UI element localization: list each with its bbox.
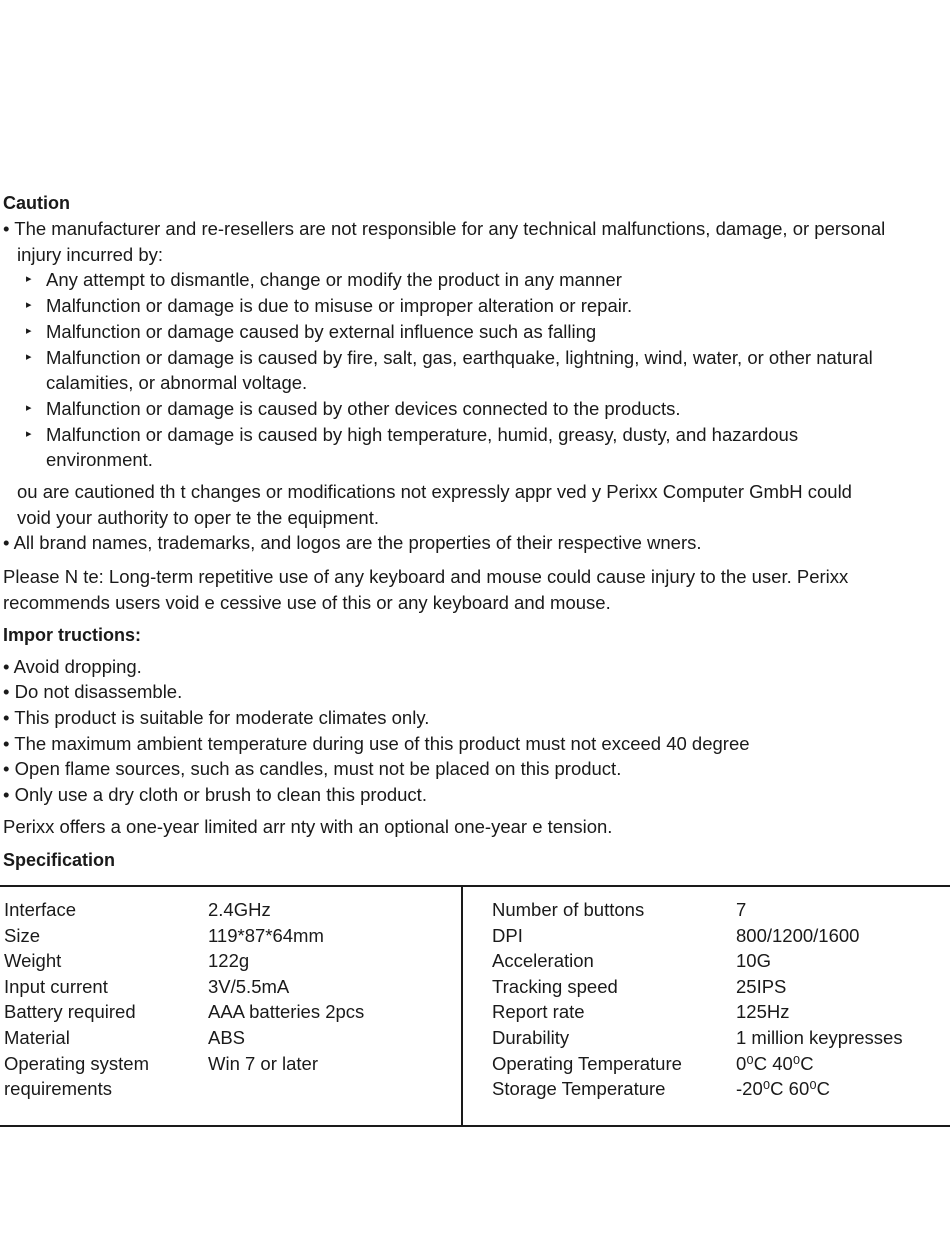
- caution-intro: • The manufacturer and re-resellers are not responsible for any technical malfunctions, damage, or personal: [3, 218, 886, 239]
- spec-key: Durability: [492, 1026, 570, 1048]
- spec-key: Material: [4, 1026, 70, 1048]
- instruction-item: • Open flame sources, such as candles, must not be placed on this product.: [3, 758, 622, 780]
- instruction-item: • Do not disassemble.: [3, 681, 183, 703]
- triangle-bullet-icon: ▸: [26, 299, 32, 312]
- caution-item-text: Malfunction or damage is caused by fire, salt, gas, earthquake, lightning, wind, water, or other natural: [46, 346, 873, 368]
- note-line: Please N te: Long-term repetitive use of any keyboard and mouse could cause injury to the user. Perixx: [3, 566, 849, 588]
- caution-item-cont: environment.: [46, 449, 153, 471]
- spec-row: [4, 897, 454, 923]
- spec-value: 800/1200/1600: [736, 924, 860, 946]
- spec-row: [492, 1076, 942, 1102]
- spec-value: 7: [736, 899, 747, 920]
- spec-value: -20⁰C 60⁰C: [736, 1078, 831, 1100]
- specification-heading: Specification: [3, 850, 116, 871]
- spec-value: 3V/5.5mA: [208, 975, 290, 997]
- warranty-line: Perixx offers a one-year limited arr nty with an optional one-year e tension.: [3, 815, 613, 837]
- spec-value: Win 7 or later: [208, 1052, 319, 1074]
- brands-line: • All brand names, trademarks, and logos are the properties of their respective wners.: [3, 532, 702, 554]
- spec-row: [492, 897, 942, 923]
- spec-column-left: [4, 897, 454, 1102]
- spec-key: Storage Temperature: [492, 1078, 666, 1100]
- spec-row: [492, 1025, 942, 1051]
- triangle-bullet-icon: ▸: [26, 324, 32, 337]
- caution-item: [3, 396, 947, 422]
- caution-fcc-line-cont: void your authority to oper te the equipment.: [17, 506, 379, 528]
- spec-key: Operating Temperature: [492, 1052, 682, 1074]
- spec-value: AAA batteries 2pcs: [208, 1001, 365, 1023]
- spec-key: Size: [4, 924, 40, 946]
- note-line-cont: recommends users void e cessive use of this or any keyboard and mouse.: [3, 591, 611, 613]
- spec-value: 119*87*64mm: [208, 924, 324, 946]
- spec-key: requirements: [4, 1078, 112, 1100]
- caution-item-text: Any attempt to dismantle, change or modify the product in any manner: [46, 269, 622, 291]
- caution-item-cont: calamities, or abnormal voltage.: [46, 372, 308, 394]
- spec-row: [492, 999, 942, 1025]
- instructions-heading: Impor tructions:: [3, 624, 141, 645]
- specification-table: [0, 885, 950, 1127]
- spec-value: 2.4GHz: [208, 899, 271, 920]
- instruction-item: • Only use a dry cloth or brush to clean this product.: [3, 784, 427, 806]
- spec-row: [4, 1051, 454, 1077]
- caution-item: [3, 422, 947, 448]
- caution-item: [3, 345, 947, 371]
- spec-value: 122g: [208, 950, 250, 972]
- spec-row: [4, 948, 454, 974]
- triangle-bullet-icon: ▸: [26, 427, 32, 440]
- spec-row: [4, 999, 454, 1025]
- spec-row: [4, 1025, 454, 1051]
- spec-key: Interface: [4, 899, 76, 920]
- caution-heading: Caution: [3, 193, 70, 213]
- instruction-item: • Avoid dropping.: [3, 655, 142, 677]
- spec-key: Operating system: [4, 1052, 149, 1074]
- spec-value: 1 million keypresses: [736, 1026, 903, 1048]
- spec-row: [492, 948, 942, 974]
- spec-key: Report rate: [492, 1001, 585, 1023]
- triangle-bullet-icon: ▸: [26, 350, 32, 363]
- caution-item-text: Malfunction or damage is caused by high temperature, humid, greasy, dusty, and hazardous: [46, 423, 799, 445]
- spec-row: [4, 1076, 454, 1102]
- spec-row: [492, 1051, 942, 1077]
- spec-key: Tracking speed: [492, 975, 618, 997]
- triangle-bullet-icon: ▸: [26, 401, 32, 414]
- spec-value: 10G: [736, 950, 771, 972]
- caution-intro-cont: injury incurred by:: [17, 243, 164, 265]
- spec-value: 0⁰C 40⁰C: [736, 1052, 814, 1074]
- spec-key: DPI: [492, 924, 523, 946]
- spec-value: 125Hz: [736, 1001, 790, 1023]
- table-divider: [461, 887, 463, 1125]
- spec-key: Number of buttons: [492, 899, 645, 920]
- document-body: [3, 190, 947, 873]
- spec-key: Input current: [4, 975, 108, 997]
- spec-row: [492, 974, 942, 1000]
- caution-item: [3, 267, 947, 293]
- spec-key: Battery required: [4, 1001, 136, 1023]
- caution-item: [3, 319, 947, 345]
- spec-row: [4, 923, 454, 949]
- instruction-item: • The maximum ambient temperature during use of this product must not exceed 40 degree: [3, 732, 750, 754]
- spec-row: [492, 923, 942, 949]
- spec-value: ABS: [208, 1026, 246, 1048]
- instruction-item: • This product is suitable for moderate climates only.: [3, 706, 430, 728]
- spec-key: Weight: [4, 950, 62, 972]
- caution-item-text: Malfunction or damage is caused by other devices connected to the products.: [46, 397, 681, 419]
- caution-item: [3, 293, 947, 319]
- caution-fcc-line: ou are cautioned th t changes or modifications not expressly appr ved y Perixx Computer GmbH could: [17, 481, 852, 503]
- caution-item-text: Malfunction or damage is due to misuse or improper alteration or repair.: [46, 295, 633, 317]
- spec-key: Acceleration: [492, 950, 594, 972]
- spec-row: [4, 974, 454, 1000]
- triangle-bullet-icon: ▸: [26, 273, 32, 286]
- caution-item-text: Malfunction or damage caused by external influence such as falling: [46, 320, 597, 342]
- spec-value: 25IPS: [736, 975, 787, 997]
- spec-column-right: [492, 897, 942, 1102]
